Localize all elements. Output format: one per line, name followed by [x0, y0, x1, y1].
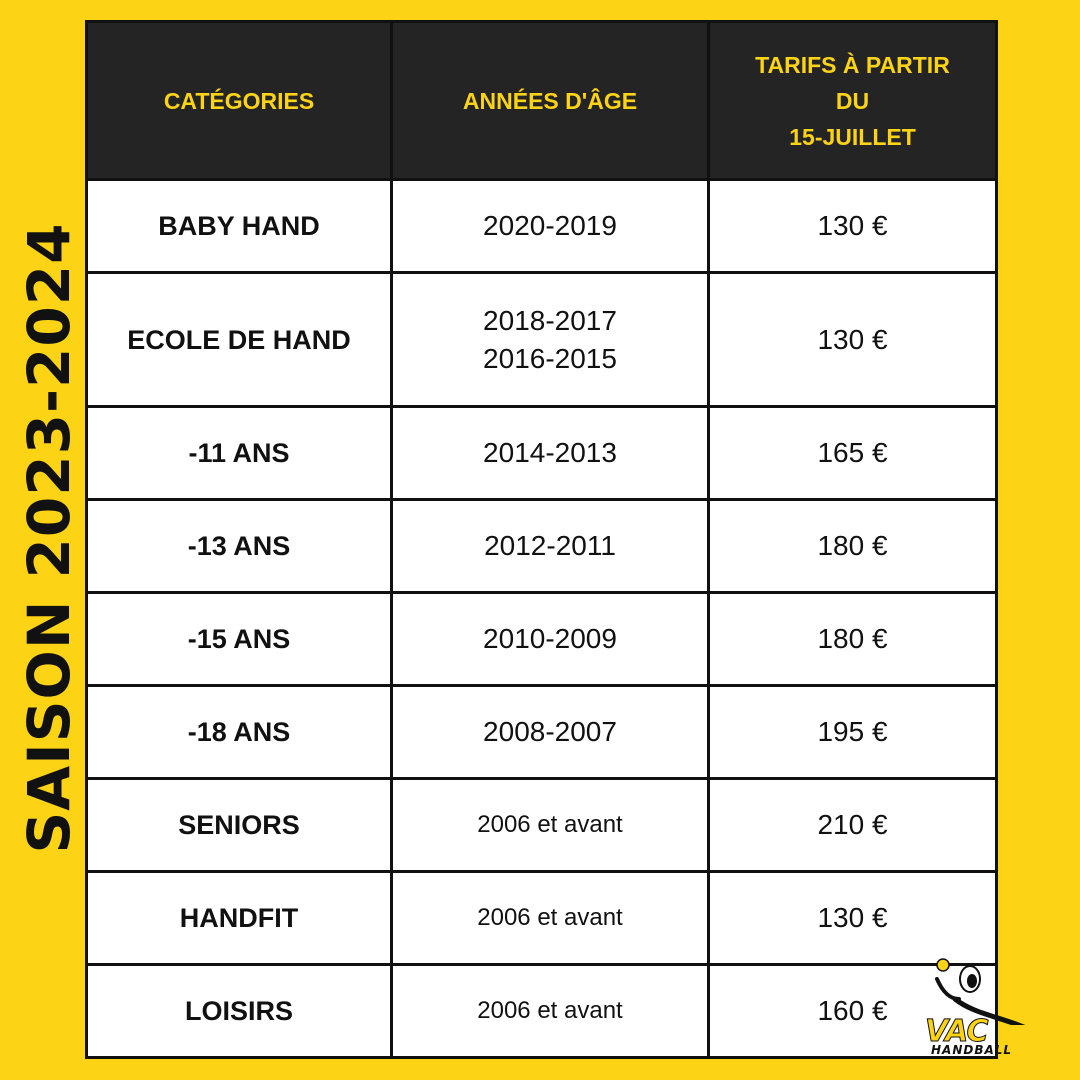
years-line: 2016-2015 [483, 342, 617, 374]
header-prices-line: 15-JUILLET [789, 123, 916, 150]
table-row [87, 779, 997, 872]
season-title: SAISON 2023-2024 [15, 222, 83, 854]
price-cell: 195 € [709, 686, 997, 779]
header-prices [709, 22, 997, 180]
logo-subtext: HANDBALL [931, 1043, 1013, 1057]
table-row [87, 872, 997, 965]
price-cell: 165 € [709, 407, 997, 500]
table-row [87, 965, 997, 1058]
category-cell: -13 ANS [87, 500, 392, 593]
price-cell: 130 € [709, 872, 997, 965]
years-cell: 2006 et avant [392, 779, 709, 872]
price-cell: 180 € [709, 593, 997, 686]
price-cell: 130 € [709, 273, 997, 407]
header-categories: CATÉGORIES [87, 22, 392, 180]
years-cell: 2012-2011 [392, 500, 709, 593]
table-row [87, 593, 997, 686]
pricing-table [85, 20, 998, 1059]
header-prices-line: DU [835, 87, 870, 114]
header-years: ANNÉES D'ÂGE [392, 22, 709, 180]
years-cell: 2006 et avant [392, 872, 709, 965]
category-cell: -18 ANS [87, 686, 392, 779]
category-cell: SENIORS [87, 779, 392, 872]
years-cell: 2014-2013 [392, 407, 709, 500]
price-cell: 130 € [709, 180, 997, 273]
years-cell: 2020-2019 [392, 180, 709, 273]
price-cell: 180 € [709, 500, 997, 593]
logo-text: VAC [925, 1014, 988, 1049]
table-row [87, 273, 997, 407]
table-header-row [87, 22, 997, 180]
category-cell: BABY HAND [87, 180, 392, 273]
years-line: 2018-2017 [483, 304, 617, 336]
header-prices-line: TARIFS À PARTIR [755, 51, 950, 78]
category-cell: LOISIRS [87, 965, 392, 1058]
table-row [87, 500, 997, 593]
years-cell: 2008-2007 [392, 686, 709, 779]
table-row [87, 686, 997, 779]
table-row [87, 407, 997, 500]
years-cell: 2006 et avant [392, 965, 709, 1058]
category-cell: HANDFIT [87, 872, 392, 965]
price-cell: 210 € [709, 779, 997, 872]
years-cell [392, 273, 709, 407]
table-row [87, 180, 997, 273]
category-cell: -11 ANS [87, 407, 392, 500]
category-cell: ECOLE DE HAND [87, 273, 392, 407]
price-cell: 160 € [709, 965, 997, 1058]
club-logo [925, 955, 1045, 1060]
years-cell: 2010-2009 [392, 593, 709, 686]
category-cell: -15 ANS [87, 593, 392, 686]
